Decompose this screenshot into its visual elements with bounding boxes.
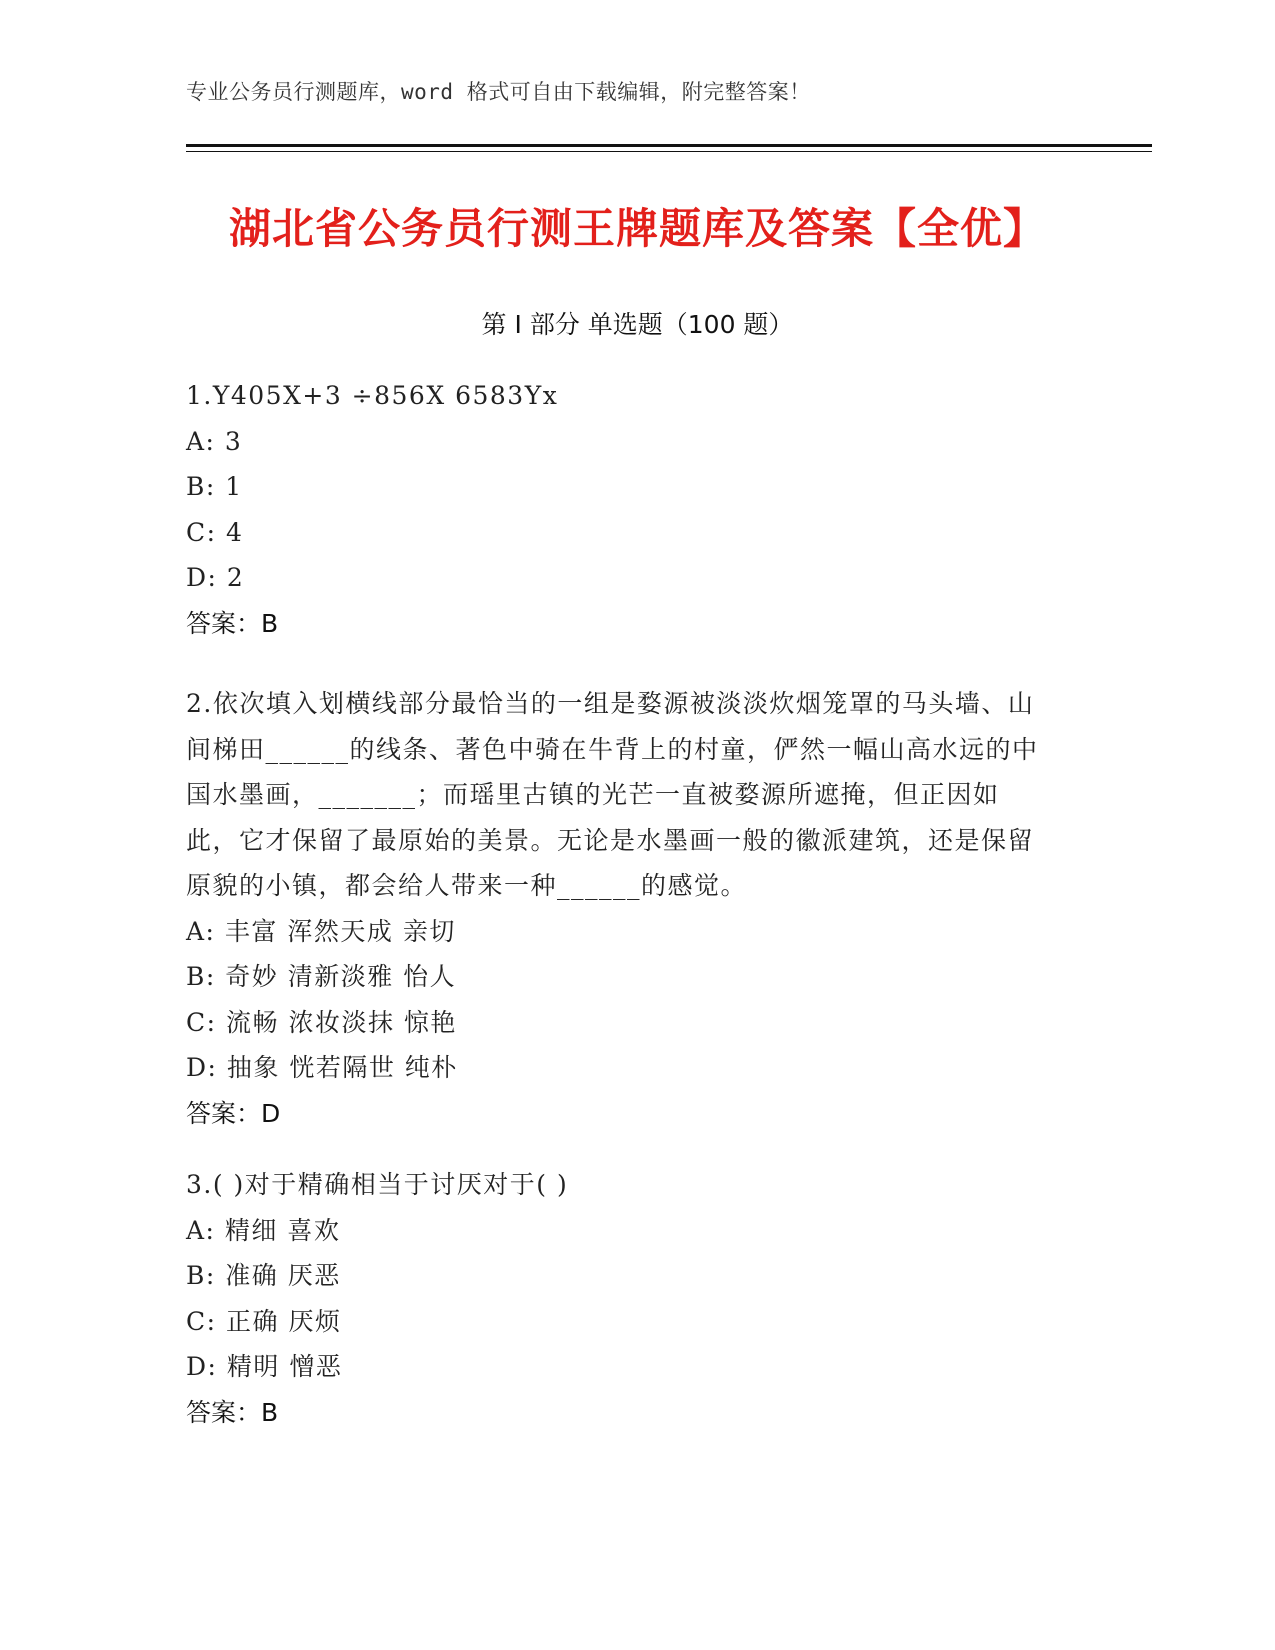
question-stem: 3.( )对于精确相当于讨厌对于( ) (186, 1170, 569, 1199)
option-c: C: 正确 厌烦 (186, 1306, 342, 1336)
option-c: C: 流畅 浓妆淡抹 惊艳 (186, 1007, 457, 1037)
question-stem: 1.Y405X+3 ÷856X 6583Yx (186, 381, 559, 410)
header-divider-thin (186, 151, 1152, 152)
option-a: A: 3 (186, 426, 243, 456)
option-a: A: 精细 喜欢 (186, 1215, 341, 1245)
option-b: B: 奇妙 清新淡雅 怡人 (186, 962, 457, 991)
answer-line: 答案：D (186, 1098, 281, 1128)
option-c: C: 4 (186, 517, 244, 547)
header-note: 专业公务员行测题库，word 格式可自由下载编辑，附完整答案！ (186, 80, 811, 104)
question-2 (186, 681, 1046, 1136)
answer-line: 答案：B (186, 608, 279, 638)
question-stem: 2.依次填入划横线部分最恰当的一组是婺源被淡淡炊烟笼罩的马头墙、山间梯田______的线条、著色中骑在牛背上的村童，俨然一幅山高水远的中国水墨画，_______；而瑶里古镇的光芒一直被婺源所遮掩，但正因如此，它才保留了最原始的美景。无论是水墨画一般的徽派建筑，还是保留原貌的小镇，都会给人带来一种______的感觉。 (186, 689, 1039, 900)
section-title: 第 I 部分 单选题（100 题） (481, 310, 794, 339)
option-d: D: 精明 憎恶 (186, 1352, 343, 1381)
header-divider (186, 144, 1152, 147)
question-1 (186, 373, 1086, 646)
option-b: B: 1 (186, 472, 243, 501)
option-b: B: 准确 厌恶 (186, 1261, 341, 1290)
option-d: D: 抽象 恍若隔世 纯朴 (186, 1053, 458, 1082)
document-title: 湖北省公务员行测王牌题库及答案【全优】 (228, 204, 1046, 253)
question-3 (186, 1162, 1086, 1435)
answer-line: 答案：B (186, 1397, 279, 1427)
option-a: A: 丰富 浑然天成 亲切 (186, 916, 456, 946)
option-d: D: 2 (186, 563, 245, 592)
